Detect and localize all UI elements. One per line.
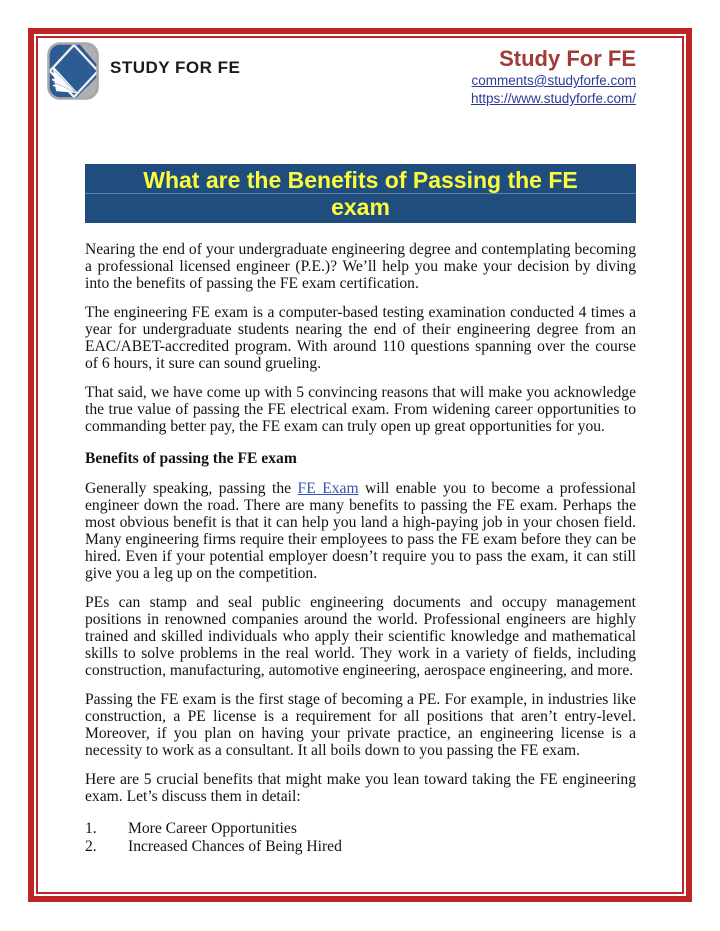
section-heading: Benefits of passing the FE exam — [85, 450, 297, 467]
list-item-number: 2. — [85, 838, 97, 855]
list-item-label: Increased Chances of Being Hired — [128, 838, 342, 855]
website-link[interactable]: https://www.studyforfe.com/ — [470, 91, 636, 106]
study-for-fe-logo-icon — [47, 42, 99, 100]
paragraph-benefits-text-after: will enable you to become a professional engineer down the road. There are many benefits to passing the FE exam. Perhaps the most obvious benefit is that it can help you land a high-paying job in your chosen field. Many engineering firms require their employees to pass the FE exam before they can be hired. Even if your potential employer doesn’t require you to pass the exam, it can still give you a leg up on the competition. — [85, 480, 636, 582]
fe-exam-link[interactable]: FE Exam — [297, 480, 359, 497]
document-page — [38, 38, 682, 856]
paragraph-benefits — [85, 480, 636, 582]
paragraph-first-stage: Passing the FE exam is the first stage of becoming a PE. For example, in industries like construction, a PE license is a requirement for all positions that aren’t entry-level. Moreover, if you plan on having your private practice, an engineering license is a necessity to work as a consultant. It all boils down to you passing the FE exam. — [85, 691, 636, 759]
list-item — [85, 820, 636, 838]
brand-title: Study For FE — [499, 46, 636, 71]
title-banner — [85, 164, 636, 223]
paragraph-benefits-text-before: Generally speaking, passing the — [85, 480, 298, 497]
logo — [47, 42, 240, 100]
paragraph-lead-in: Here are 5 crucial benefits that might make you lean toward taking the FE engineering exam. Let’s discuss them in detail: — [85, 771, 636, 805]
email-link[interactable]: comments@studyforfe.com — [471, 73, 636, 88]
paragraph-reasons: That said, we have come up with 5 convincing reasons that will make you acknowledge the true value of passing the FE electrical exam. From widening career opportunities to commanding better pay, the FE exam can truly open up great opportunities for you. — [85, 384, 636, 435]
list-item-label: More Career Opportunities — [128, 820, 297, 837]
page-border-inner — [36, 36, 684, 894]
page-header — [85, 42, 636, 108]
page-border-frame — [28, 28, 692, 902]
benefits-list — [85, 820, 636, 856]
article-body — [85, 241, 636, 856]
paragraph-exam-overview: The engineering FE exam is a computer-based testing examination conducted 4 times a year for undergraduate students nearing the end of their engineering degree from an EAC/ABET-accredited program. With around 110 questions spanning over the course of 6 hours, it sure can sound grueling. — [85, 304, 636, 372]
contact-block — [471, 42, 636, 108]
list-item-number: 1. — [85, 820, 97, 837]
title-line-1: What are the Benefits of Passing the FE — [85, 164, 636, 194]
paragraph-intro: Nearing the end of your undergraduate engineering degree and contemplating becoming a professional licensed engineer (P.E.)? We’ll help you make your decision by diving into the benefits of passing the FE exam certification. — [85, 241, 636, 292]
list-item — [85, 838, 636, 856]
paragraph-pe-roles: PEs can stamp and seal public engineering documents and occupy management positions in renowned companies around the world. Professional engineers are highly trained and skilled individuals who apply their scientific knowledge and mathematical skills to solve problems in the real world. They work in a variety of fields, including construction, manufacturing, automotive engineering, aerospace engineering, and more. — [85, 594, 636, 679]
title-line-2: exam — [331, 194, 390, 220]
logo-wordmark: STUDY FOR FE — [110, 58, 241, 77]
